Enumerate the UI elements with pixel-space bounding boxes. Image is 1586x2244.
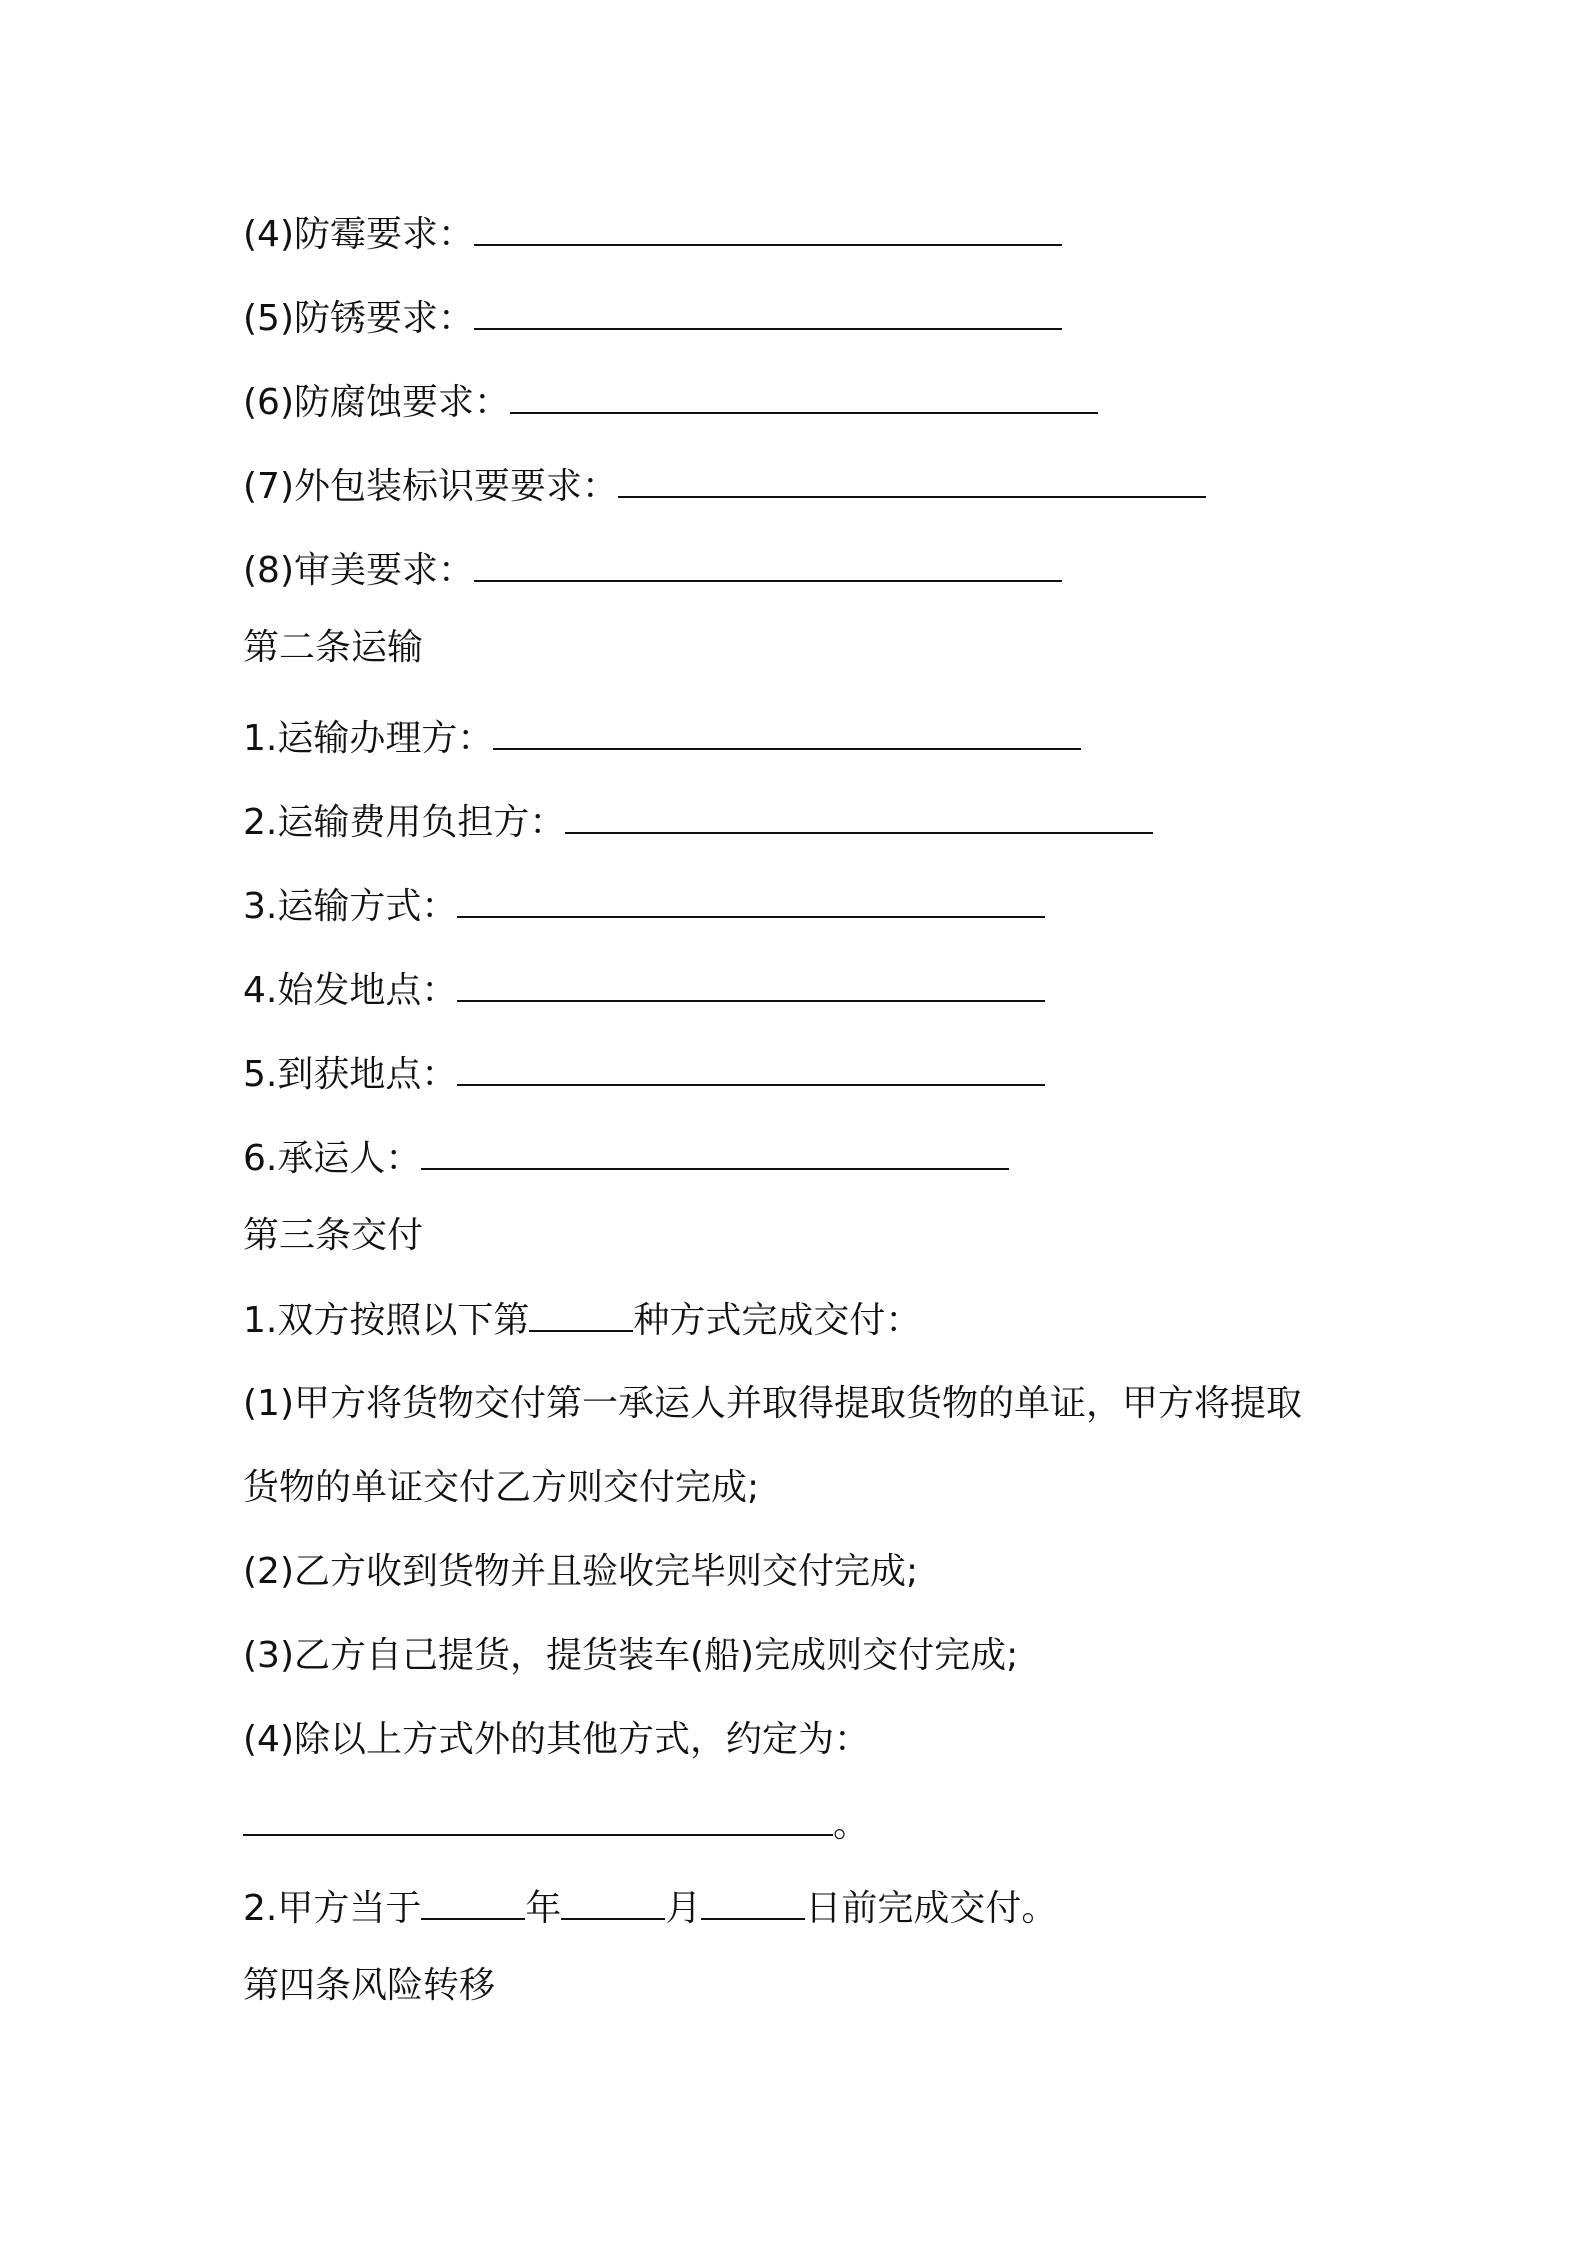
packaging-item-aesthetics — [243, 546, 1062, 595]
article3-heading: 第三条交付 — [243, 1215, 424, 1256]
transport-destination — [243, 1050, 1045, 1099]
packaging-item-mildew — [243, 210, 1062, 259]
fill-blank[interactable] — [510, 378, 1098, 414]
month-blank[interactable] — [561, 1884, 665, 1920]
article2-heading: 第二条运输 — [243, 627, 424, 668]
fill-blank[interactable] — [421, 1134, 1009, 1170]
fill-blank[interactable] — [618, 462, 1206, 498]
delivery-option-4-blank-line — [243, 1800, 869, 1849]
field-label: (5)防锈要求： — [243, 298, 474, 339]
packaging-item-labeling — [243, 462, 1206, 511]
field-label: 6.承运人： — [243, 1138, 422, 1179]
field-label: (8)审美要求： — [243, 550, 474, 591]
packaging-item-corrosion — [243, 378, 1098, 427]
fill-blank[interactable] — [243, 1800, 833, 1836]
transport-mode — [243, 882, 1045, 931]
sentence-end: 。 — [833, 1804, 870, 1845]
delivery-option-3: (3)乙方自己提货，提货装车(船)完成则交付完成; — [243, 1635, 1019, 1676]
method-number-blank[interactable] — [529, 1296, 633, 1332]
field-label: (4)防霉要求： — [243, 214, 474, 255]
transport-origin — [243, 966, 1045, 1015]
field-label: 5.到获地点： — [243, 1054, 458, 1095]
delivery-option-1-line-1: (1)甲方将货物交付第一承运人并取得提取货物的单证，甲方将提取 — [243, 1383, 1302, 1424]
transport-handler — [243, 714, 1081, 763]
fill-blank[interactable] — [474, 546, 1062, 582]
fill-blank[interactable] — [474, 294, 1062, 330]
fill-blank[interactable] — [474, 210, 1062, 246]
fill-blank[interactable] — [565, 798, 1153, 834]
delivery-method-intro — [243, 1296, 921, 1345]
transport-cost-bearer — [243, 798, 1153, 847]
delivery-deadline — [243, 1884, 1057, 1933]
deadline-text-start: 2.甲方当于 — [243, 1888, 422, 1929]
field-label: (7)外包装标识要要求： — [243, 466, 618, 507]
fill-blank[interactable] — [457, 966, 1045, 1002]
month-label: 月 — [665, 1888, 702, 1929]
fill-blank[interactable] — [493, 714, 1081, 750]
transport-carrier — [243, 1134, 1009, 1183]
delivery-option-4: (4)除以上方式外的其他方式，约定为： — [243, 1719, 870, 1760]
year-blank[interactable] — [421, 1884, 525, 1920]
field-label: 1.运输办理方： — [243, 718, 494, 759]
year-label: 年 — [525, 1888, 562, 1929]
article4-heading: 第四条风险转移 — [243, 1965, 496, 2006]
field-label: 4.始发地点： — [243, 970, 458, 1011]
field-label: (6)防腐蚀要求： — [243, 382, 510, 423]
intro-text-start: 1.双方按照以下第 — [243, 1300, 530, 1341]
delivery-option-2: (2)乙方收到货物并且验收完毕则交付完成; — [243, 1551, 919, 1592]
deadline-text-end: 日前完成交付。 — [805, 1888, 1058, 1929]
day-blank[interactable] — [701, 1884, 805, 1920]
intro-text-end: 种方式完成交付： — [633, 1300, 922, 1341]
field-label: 2.运输费用负担方： — [243, 802, 566, 843]
field-label: 3.运输方式： — [243, 886, 458, 927]
delivery-option-1-line-2: 货物的单证交付乙方则交付完成; — [243, 1467, 760, 1508]
packaging-item-rust — [243, 294, 1062, 343]
fill-blank[interactable] — [457, 882, 1045, 918]
fill-blank[interactable] — [457, 1050, 1045, 1086]
